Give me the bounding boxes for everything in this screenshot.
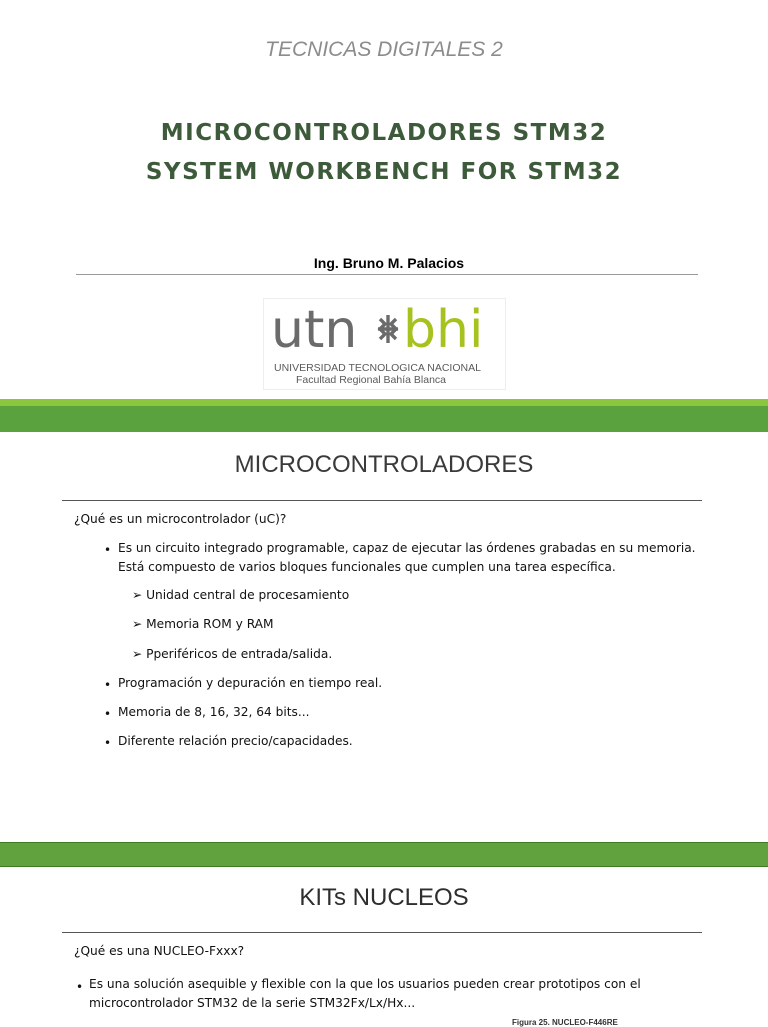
logo-utn-text: utn	[271, 300, 358, 360]
bullet-programming: Programación y depuración en tiempo real.	[118, 676, 383, 690]
arrow-bullet-icon: ➢	[132, 647, 143, 661]
bullet-memory: Memoria de 8, 16, 32, 64 bits...	[118, 705, 310, 719]
sub-item	[132, 645, 332, 664]
utn-emblem-icon	[378, 315, 398, 343]
main-title-line-2: SYSTEM WORKBENCH FOR STM32	[145, 159, 623, 185]
question-text: ¿Qué es un microcontrolador (uC)?	[74, 512, 287, 526]
section-heading-kits-nucleos: KITs NUCLEOS	[299, 884, 469, 911]
bullet-icon: •	[104, 736, 112, 750]
figure-caption: Figura 25. NUCLEO-F446RE	[512, 1018, 618, 1027]
logo-faculty-name: Facultad Regional Bahía Blanca	[296, 374, 447, 386]
bullet-icon: •	[104, 678, 112, 692]
sub-item-text: Pperiféricos de entrada/salida.	[146, 647, 333, 661]
course-title: TECNICAS DIGITALES 2	[265, 38, 503, 61]
bullet-price: Diferente relación precio/capacidades.	[118, 734, 353, 748]
section-heading-microcontroladores: MICROCONTROLADORES	[234, 451, 534, 478]
logo-university-name: UNIVERSIDAD TECNOLOGICA NACIONAL	[274, 362, 481, 374]
divider	[62, 932, 702, 933]
bullet-icon: •	[104, 707, 112, 721]
main-title-line-1: MICROCONTROLADORES STM32	[160, 120, 608, 146]
arrow-bullet-icon: ➢	[132, 588, 143, 602]
sub-item-text: Memoria ROM y RAM	[146, 617, 274, 631]
divider	[62, 500, 702, 501]
slide-separator-band	[0, 399, 768, 432]
sub-item	[132, 615, 274, 634]
bullet-nucleo-definition: Es una solución asequible y flexible con la que los usuarios pueden crear prototipos con el microcontrolador STM32 de la serie STM32Fx/Lx/Hx...	[89, 977, 641, 1010]
sub-item-text: Unidad central de procesamiento	[146, 588, 350, 602]
utn-bhi-logo	[263, 298, 506, 390]
divider	[76, 274, 698, 275]
question-text: ¿Qué es una NUCLEO-Fxxx?	[74, 944, 245, 958]
sub-item	[132, 586, 349, 605]
bullet-icon: •	[104, 543, 112, 557]
slide-separator-band	[0, 842, 768, 867]
logo-bhi-text: bhi	[403, 300, 484, 360]
author-name: Ing. Bruno M. Palacios	[313, 255, 465, 271]
bullet-definition: Es un circuito integrado programable, capaz de ejecutar las órdenes grabadas en su memoria. Está compuesto de varios bloques funcionales que cumplen una tarea específica.	[118, 541, 696, 574]
bullet-icon: •	[76, 980, 84, 994]
arrow-bullet-icon: ➢	[132, 617, 143, 631]
